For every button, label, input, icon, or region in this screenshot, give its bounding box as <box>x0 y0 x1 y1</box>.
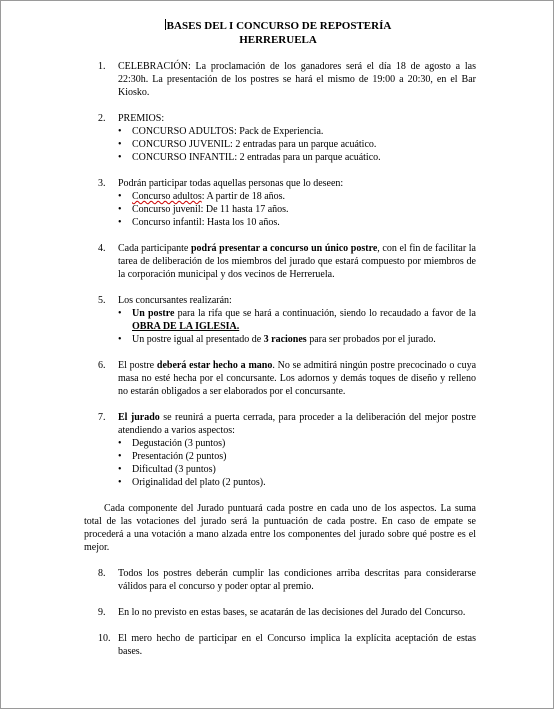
clause-2: 2. PREMIOS: <box>98 113 165 124</box>
clause-6: 6. El postre deberá estar hecho a mano. No se admitirá ningún postre precocinado o cuya masa no esté hecha por el concursante. Los adornos y demás toques de diseño y relleno no estarán obligados a ser elaborados por el concursante. <box>98 360 477 397</box>
clause-1: 1. CELEBRACIÓN: La proclamación de los ganadores será el día 18 de agosto a las 22:30h. La presentación de los postres se hará el mismo de 19:00 a 20:30, en el Bar Kiosko. <box>98 61 476 98</box>
criteria-list <box>0 437 556 489</box>
clause-7: 7. El jurado se reunirá a puerta cerrada, para proceder a la deliberación del mejor postre atendiendo a varios aspectos: <box>98 412 476 436</box>
spellcheck-word[interactable]: Concurso adultos <box>132 191 202 202</box>
text-cursor <box>165 19 166 30</box>
list-item: • Concurso infantil: Hasta los 10 años. <box>118 216 476 229</box>
clause-10: 10. El mero hecho de participar en el Concurso implica la explícita aceptación de estas bases. <box>98 633 476 657</box>
clause-4: 4. Cada participante podrá presentar a concurso un único postre, con el fin de facilitar la tarea de deliberación de los miembros del jurado que estará compuesto por miembros de la corporación municipal y dos vecinos de Herreruela. <box>98 243 476 280</box>
document-title: BASES DEL I CONCURSO DE REPOSTERÍA HERRERUELA <box>166 20 392 46</box>
list-item: • Un postre igual al presentado de 3 raciones para ser probados por el jurado. <box>118 333 476 346</box>
clause-3: 3. Podrán participar todas aquellas personas que lo deseen: <box>98 178 344 189</box>
list-item: • CONCURSO JUVENIL: 2 entradas para un parque acuático. <box>118 138 476 151</box>
list-item: • Concurso adultos: A partir de 18 años. <box>118 190 476 203</box>
scoring-paragraph: Cada componente del Jurado puntuará cada postre en cada uno de los aspectos. La suma total de las votaciones del jurado será la puntuación de cada postre. En caso de empate se procederá a una votación a mano alzada entre los componentes del jurado sobre qué postre es el mejor. <box>84 503 476 553</box>
prize-list <box>0 125 556 164</box>
list-item: • CONCURSO INFANTIL: 2 entradas para un parque acuático. <box>118 151 476 164</box>
entries-list <box>0 307 556 346</box>
clause-8: 8. Todos los postres deberán cumplir las condiciones arriba descritas para considerarse válidos para el concurso y poder optar al premio. <box>98 568 476 592</box>
list-item: • Degustación (3 puntos) <box>118 437 476 450</box>
list-item: • Concurso juvenil: De 11 hasta 17 años. <box>118 203 476 216</box>
list-item: • Dificultad (3 puntos) <box>118 463 476 476</box>
clause-5: 5. Los concursantes realizarán: <box>98 295 232 306</box>
clause-9: 9. En lo no previsto en estas bases, se acatarán de las decisiones del Jurado del Concurso. <box>98 607 466 618</box>
category-list <box>0 190 556 229</box>
list-item: • CONCURSO ADULTOS: Pack de Experiencia. <box>118 125 476 138</box>
list-item: • Un postre para la rifa que se hará a continuación, siendo lo recaudado a favor de la OBRA DE LA IGLESIA. <box>118 307 476 333</box>
list-item: • Originalidad del plato (2 puntos). <box>118 476 476 489</box>
list-item: • Presentación (2 puntos) <box>118 450 476 463</box>
